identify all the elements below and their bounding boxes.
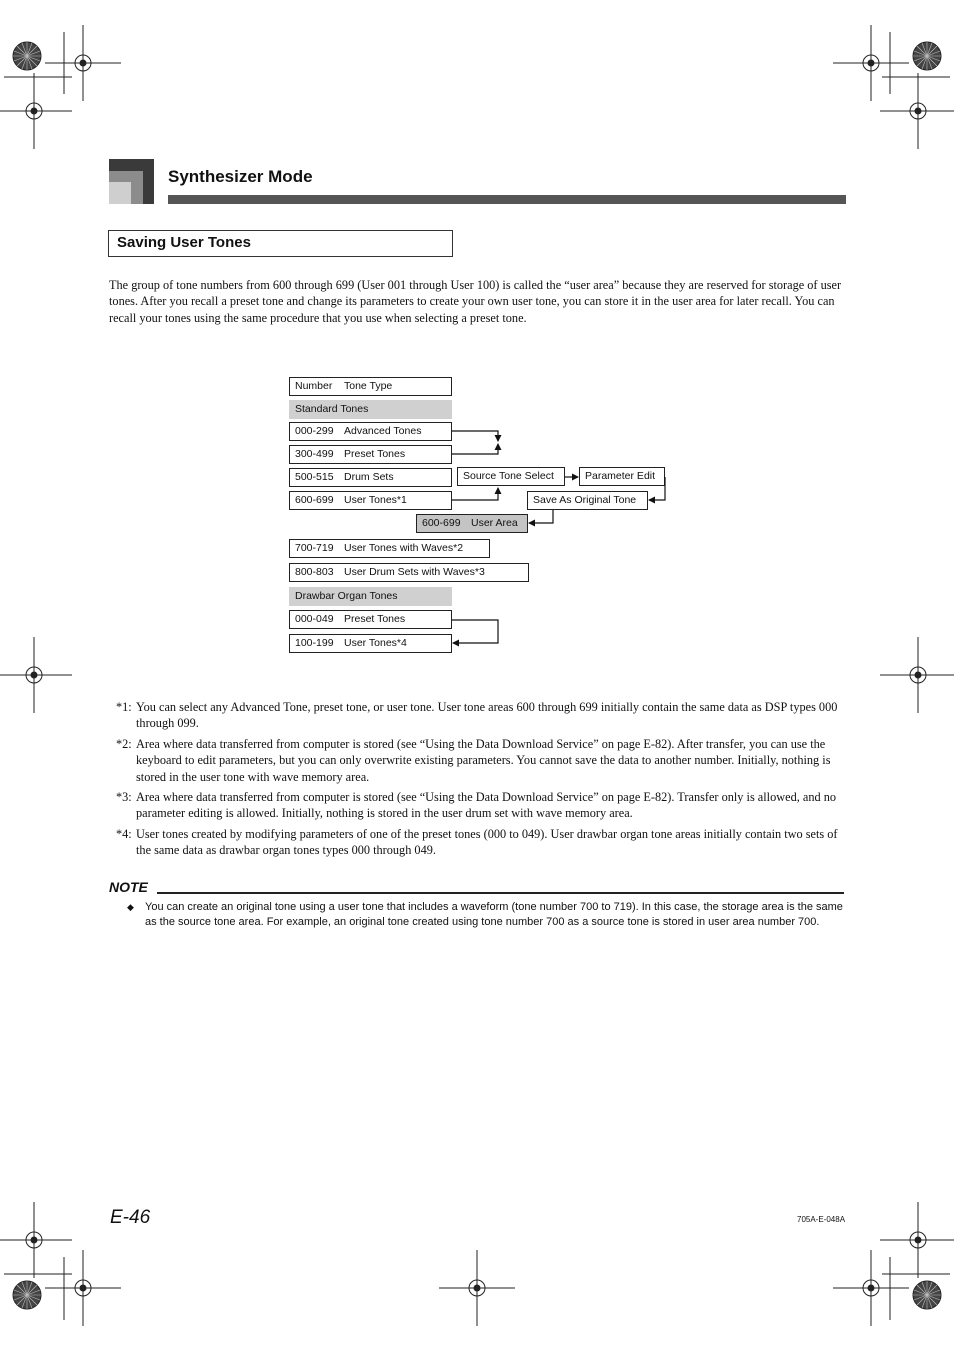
row-number: 600-699 bbox=[422, 517, 461, 529]
row-number: 300-499 bbox=[295, 448, 334, 460]
note-rule bbox=[157, 892, 844, 894]
chapter-title: Synthesizer Mode bbox=[168, 167, 313, 186]
connector-edit-to-save bbox=[649, 477, 665, 500]
parameter-edit-label: Parameter Edit bbox=[585, 470, 656, 482]
row-number: 600-699 bbox=[295, 494, 334, 506]
col-header-number: Number bbox=[295, 380, 333, 392]
page-number: E-46 bbox=[110, 1207, 151, 1228]
connector-advanced bbox=[452, 431, 498, 441]
row-number: 800-803 bbox=[295, 566, 334, 578]
section-heading: Saving User Tones bbox=[117, 234, 251, 251]
connector-drawbar-loop bbox=[452, 620, 498, 643]
row-number: 000-299 bbox=[295, 425, 334, 437]
standard-tones-label: Standard Tones bbox=[295, 403, 369, 415]
footnote-text: Area where data transferred from computer is stored (see “Using the Data Download Service” on page E-82). Transfer only is allowed, and no parameter editing is allowed. Initially, nothing is stored in the user drum set with wave memory area. bbox=[136, 790, 837, 821]
footnote-2 bbox=[116, 736, 844, 785]
row-number: 000-049 bbox=[295, 613, 334, 625]
intro-paragraph: The group of tone numbers from 600 through 699 (User 001 through User 100) is called the “user area” because they are reserved for storage of user tones. After you recall a preset tone and change its parameters to create your own user tone, you can store it in the user area for later recall. You can recall your tones using the same procedure that you use when selecting a preset tone. bbox=[109, 278, 842, 325]
connector-preset bbox=[452, 444, 498, 454]
col-header-type: Tone Type bbox=[344, 380, 393, 392]
row-label: User Area bbox=[471, 517, 518, 529]
connector-user-to-source bbox=[452, 488, 498, 500]
footnote-mark: *2: bbox=[116, 737, 132, 751]
footnote-1 bbox=[116, 699, 844, 732]
footnote-4 bbox=[116, 826, 844, 859]
row-number: 700-719 bbox=[295, 542, 334, 554]
footnote-mark: *1: bbox=[116, 700, 132, 714]
row-label: Advanced Tones bbox=[344, 425, 422, 437]
footnote-text: You can select any Advanced Tone, preset tone, or user tone. User tone areas 600 through 699 initially contain the same data as DSP types 000 through 099. bbox=[136, 700, 838, 731]
row-number: 500-515 bbox=[295, 471, 334, 483]
connector-save-to-area bbox=[529, 510, 553, 523]
footnote-text: User tones created by modifying parameters of one of the preset tones (000 to 049). User drawbar organ tone areas initially contain two sets of the same data as drawbar organ tones types 000 through 049. bbox=[136, 827, 838, 858]
save-as-original-label: Save As Original Tone bbox=[533, 494, 637, 506]
drawbar-group-label: Drawbar Organ Tones bbox=[295, 590, 398, 602]
row-label: User Tones*1 bbox=[344, 494, 407, 506]
row-label: User Drum Sets with Waves*3 bbox=[344, 566, 485, 578]
document-code: 705A-E-048A bbox=[797, 1215, 846, 1224]
footnote-mark: *3: bbox=[116, 790, 132, 804]
source-tone-select-label: Source Tone Select bbox=[463, 470, 554, 482]
footnote-mark: *4: bbox=[116, 827, 132, 841]
row-label: Preset Tones bbox=[344, 613, 406, 625]
footnote-text: Area where data transferred from computer is stored (see “Using the Data Download Service” on page E-82). After transfer, you can use the keyboard to edit parameters, but you can only overwrite existing parameters. You cannot save the data to another number. Initially, nothing is stored in the user tone with wave memory area. bbox=[136, 737, 831, 784]
row-label: User Tones*4 bbox=[344, 637, 407, 649]
diamond-bullet-icon: ◆ bbox=[127, 902, 134, 912]
row-label: Drum Sets bbox=[344, 471, 394, 483]
row-number: 100-199 bbox=[295, 637, 334, 649]
note-label: NOTE bbox=[109, 879, 148, 895]
row-label: Preset Tones bbox=[344, 448, 406, 460]
note-bullet-text: You can create an original tone using a user tone that includes a waveform (tone number 700 to 719). In this case, the storage area is the same as the source tone area. For example, an original tone created using tone number 700 as a source tone is stored in user area number 700. bbox=[145, 901, 843, 928]
footnote-3 bbox=[116, 789, 844, 822]
row-label: User Tones with Waves*2 bbox=[344, 542, 464, 554]
